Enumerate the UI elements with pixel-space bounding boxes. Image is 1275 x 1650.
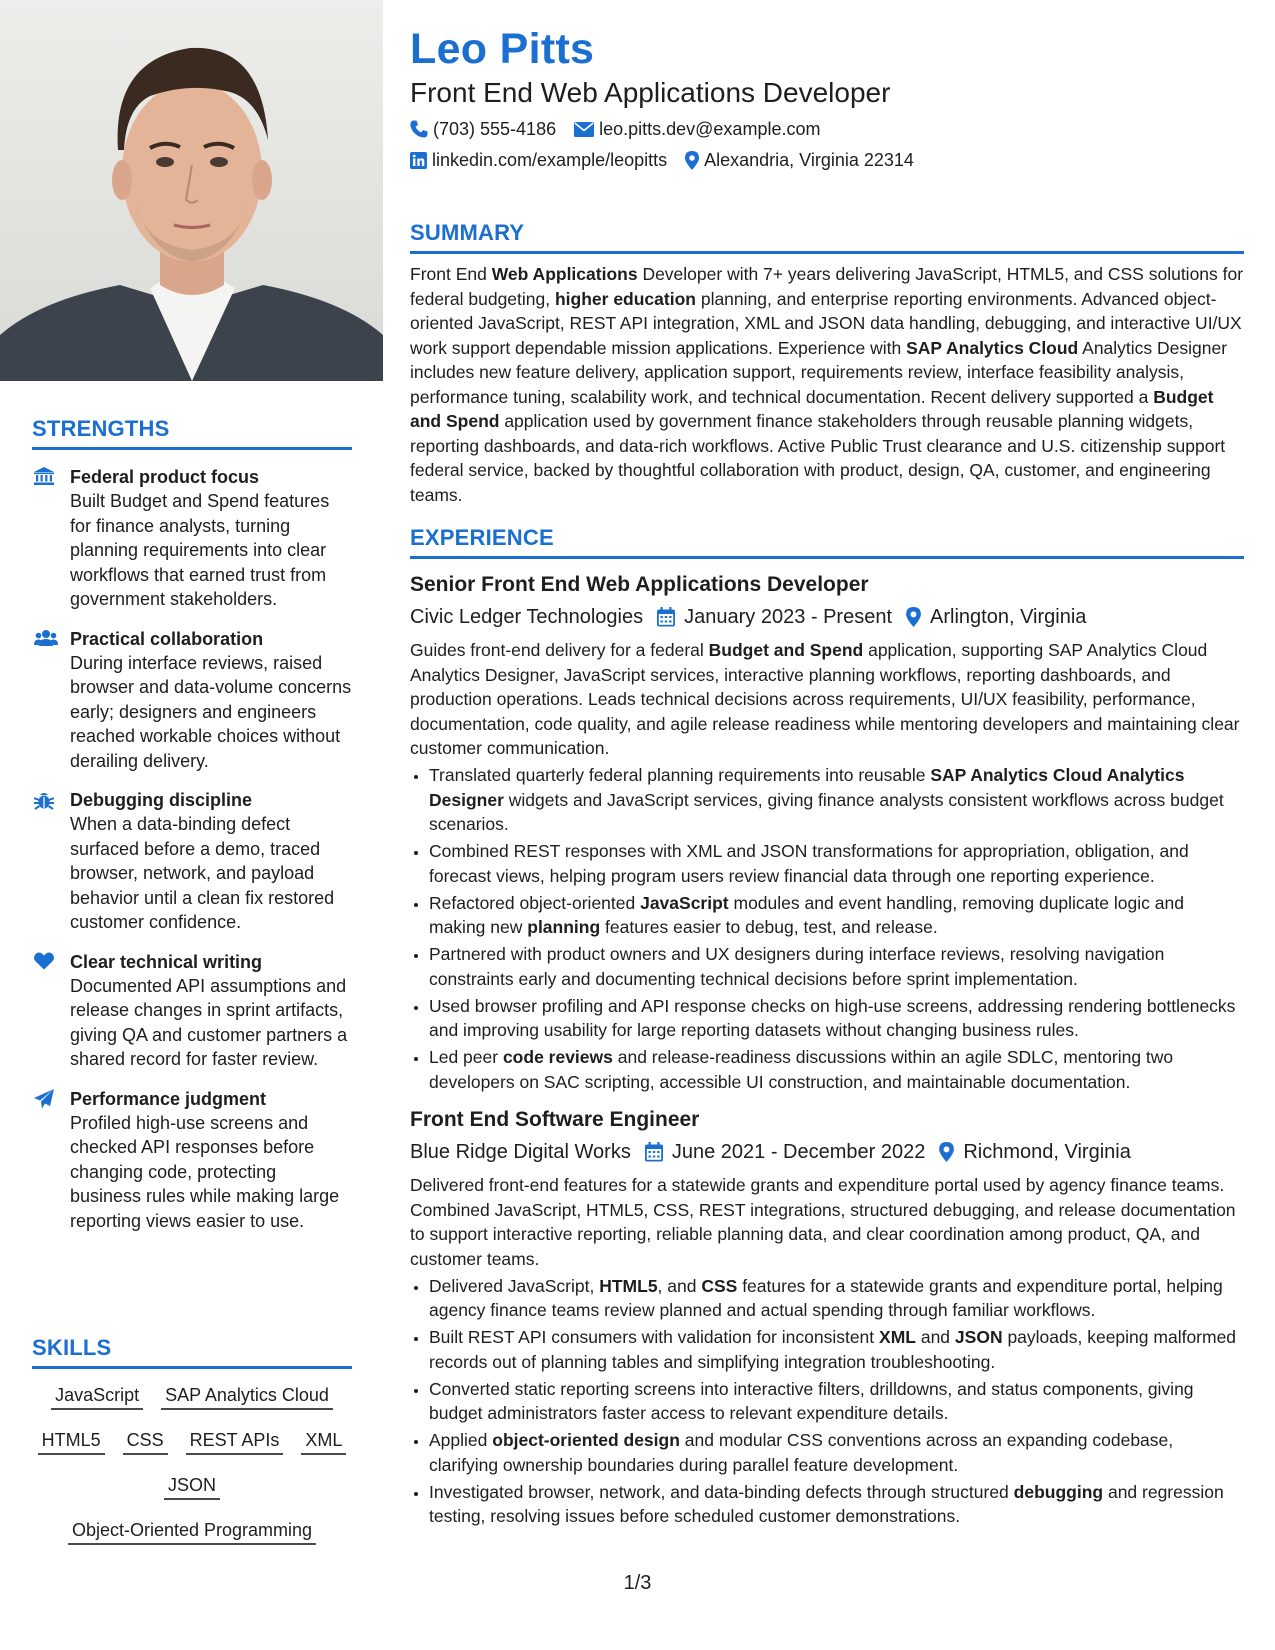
strength-text: Profiled high-use screens and checked API responses before changing code, protecting business rules while making large reporting views easier to use. (70, 1112, 340, 1231)
strength-title: Federal product focus (70, 467, 260, 487)
bullet-item: • Investigated browser, network, and data-binding defects through structured debugging and regression testing, resolving issues before scheduled customer demonstrations. (429, 1480, 1244, 1529)
job-dates (645, 1138, 926, 1166)
skill-chip: REST APIs (186, 1428, 284, 1455)
bullet-item: • Used browser profiling and API response checks on high-use screens, addressing rendering bottlenecks and improving usability for large reporting datasets without changing business rules. (429, 994, 1244, 1043)
skill-chip: Object-Oriented Programming (68, 1518, 316, 1545)
heart-icon (32, 950, 70, 1072)
strengths-section (32, 416, 352, 1233)
phone-text: (703) 555-4186 (433, 119, 557, 139)
job-meta (410, 603, 1244, 631)
strength-title: Debugging discipline (70, 790, 253, 810)
bullet-item: • Applied object-oriented design and modular CSS conventions across an expanding codebase, clarifying ownership boundaries during parallel feature development. (429, 1428, 1244, 1477)
skill-chip: JSON (164, 1473, 220, 1500)
bullet-item: • Translated quarterly federal planning requirements into reusable SAP Analytics Cloud Analytics Designer widgets and JavaScript services, giving finance analysts consistent workflows across budget scenarios. (429, 763, 1244, 837)
summary-text: Front End Web Applications Developer with 7+ years delivering JavaScript, HTML5, and CSS solutions for federal budgeting, higher education planning, and enterprise reporting environments. Advanced object-oriented JavaScript, REST API integration, XML and JSON data handling, debugging, and interactive UI/UX work support dependable mission applications. Experience with SAP Analytics Cloud Analytics Designer includes new feature delivery, application support, requirements review, interface feasibility analysis, performance tuning, scalability work, and technical documentation. Recent delivery supported a Budget and Spend application used by government finance stakeholders through reusable planning widgets, reporting dashboards, and data-rich workflows. Active Public Trust clearance and U.S. citizenship support federal service, backed by thoughtful collaboration with product, design, QA, customer, and engineering teams. (410, 264, 1244, 505)
emphasis-text: code reviews (502, 1047, 613, 1067)
contact-row (410, 148, 1244, 172)
map-pin-icon (939, 1142, 954, 1162)
section-rule (32, 447, 352, 450)
calendar-icon (645, 1142, 663, 1162)
location-text: Alexandria, Virginia 22314 (704, 150, 914, 170)
skills-section (32, 1335, 352, 1545)
bullet-item: • Partnered with product owners and UX designers during interface reviews, resolving navigation constraints early and documenting technical decisions before sprint implementation. (429, 942, 1244, 991)
job-location (939, 1138, 1131, 1166)
bullet-item: • Delivered JavaScript, HTML5, and CSS features for a statewide grants and expenditure portal, helping agency finance teams review planned and actual spending through familiar workflows. (429, 1274, 1244, 1323)
linkedin-text: linkedin.com/example/leopitts (432, 150, 668, 170)
job-dates-text: June 2021 - December 2022 (671, 1141, 926, 1163)
job-dates-text: January 2023 - Present (684, 606, 893, 628)
job-description: Delivered front-end features for a statewide grants and expenditure portal used by agency finance teams. Combined JavaScript, HTML5, CSS, REST integrations, structured debugging, and release documentation to support interactive reporting, reliable planning data, and clear coordination among product, QA, and customer teams. (410, 1175, 1236, 1269)
job-title: Front End Software Engineer (410, 1108, 700, 1131)
strength-text: Documented API assumptions and release changes in sprint artifacts, giving QA and customer partners a shared record for faster review. (70, 975, 348, 1069)
skill-chip: SAP Analytics Cloud (161, 1383, 333, 1410)
strength-text: Built Budget and Spend features for finance analysts, turning planning requirements into clear workflows that earned trust from government stakeholders. (70, 491, 330, 609)
job-title: Senior Front End Web Applications Developer (410, 573, 869, 596)
emphasis-text: JSON (954, 1327, 1003, 1347)
emphasis-text: XML (879, 1327, 916, 1347)
bullet-item: • Led peer code reviews and release-readiness discussions within an agile SDLC, mentoring two developers on SAC scripting, accessible UI construction, and maintainable documentation. (429, 1045, 1244, 1094)
strength-item (32, 950, 352, 1072)
bullet-item: • Combined REST responses with XML and JSON transformations for appropriation, obligation, and forecast views, helping program users review financial data through one reporting experience. (429, 839, 1244, 888)
strength-title: Clear technical writing (70, 951, 263, 972)
linkedin-contact[interactable] (410, 148, 667, 172)
emphasis-text: SAP Analytics Cloud (906, 337, 1079, 358)
job-location-text: Richmond, Virginia (963, 1141, 1131, 1163)
map-pin-icon (685, 151, 699, 170)
bullet-item: • Converted static reporting screens into interactive filters, drilldowns, and status components, giving budget administrators faster access to relevant expenditure details. (429, 1377, 1244, 1426)
job-entry (410, 571, 1244, 1094)
company-name: Civic Ledger Technologies (410, 606, 644, 628)
skill-chip: XML (301, 1428, 346, 1455)
experience-section (410, 525, 1244, 1529)
strength-text: When a data-binding defect surfaced before a demo, traced browser, network, and payload behavior until a clean fix restored customer confidence. (70, 814, 335, 932)
candidate-name: Leo Pitts (410, 25, 595, 73)
strength-item (32, 1087, 352, 1234)
section-rule (410, 556, 1244, 559)
users-icon (32, 627, 70, 774)
emphasis-text: SAP Analytics Cloud Analytics Designer (429, 765, 1185, 810)
main-content (410, 0, 1244, 1529)
emphasis-text: object-oriented design (492, 1430, 680, 1450)
summary-section (410, 220, 1244, 507)
strength-title: Performance judgment (70, 1088, 267, 1109)
emphasis-text: JavaScript (640, 892, 729, 913)
location-contact (685, 148, 914, 172)
bug-icon (32, 788, 70, 935)
phone-contact[interactable] (410, 117, 556, 141)
phone-icon (410, 120, 428, 138)
email-contact[interactable] (574, 117, 820, 141)
emphasis-text: debugging (1013, 1481, 1104, 1502)
job-entry (410, 1106, 1244, 1529)
experience-heading: EXPERIENCE (410, 525, 554, 550)
skill-chip: HTML5 (38, 1428, 105, 1455)
job-location-text: Arlington, Virginia (930, 606, 1087, 628)
job-dates (657, 603, 892, 631)
section-rule (410, 251, 1244, 254)
paper-plane-icon (32, 1087, 70, 1234)
skill-chip: JavaScript (51, 1383, 143, 1410)
emphasis-text: HTML5 (599, 1275, 658, 1296)
section-rule (32, 1366, 352, 1369)
strength-text: During interface reviews, raised browser and data-volume concerns early; designers and engineers reached workable choices without derailing delivery. (70, 652, 352, 771)
emphasis-text: Budget and Spend (708, 640, 864, 660)
sidebar (0, 0, 383, 1650)
skill-chip: CSS (123, 1428, 168, 1455)
skills-list (32, 1383, 352, 1545)
profile-photo (0, 0, 383, 381)
bullet-item: • Refactored object-oriented JavaScript modules and event handling, removing duplicate logic and making new planning features easier to debug, test, and release. (429, 891, 1244, 940)
strengths-heading: STRENGTHS (32, 416, 170, 441)
job-location (906, 603, 1086, 631)
linkedin-icon (410, 152, 427, 169)
job-bullets (410, 763, 1244, 1094)
job-bullets (410, 1274, 1244, 1529)
strength-item (32, 627, 352, 774)
emphasis-text: higher education (554, 288, 696, 309)
summary-heading: SUMMARY (410, 220, 525, 245)
job-meta (410, 1138, 1244, 1166)
emphasis-text: Budget and Spend (410, 386, 1214, 431)
bank-icon (32, 465, 70, 612)
job-description: Guides front-end delivery for a federal Budget and Spend application, supporting SAP Analytics Cloud Analytics Designer, JavaScript services, interactive planning workflows, reporting dashboards, and production operations. Leads technical decisions across requirements, UI/UX feasibility, performance, documentation, code quality, and agile release readiness while mentoring developers and maintaining clear customer communication. (410, 640, 1240, 758)
bullet-item: • Built REST API consumers with validation for inconsistent XML and JSON payloads, keeping malformed records out of planning tables and simplifying integration troubleshooting. (429, 1325, 1244, 1374)
page-number: 1/3 (623, 1572, 652, 1594)
candidate-role: Front End Web Applications Developer (410, 77, 891, 108)
envelope-icon (574, 122, 594, 137)
calendar-icon (657, 607, 675, 627)
company-name: Blue Ridge Digital Works (410, 1141, 631, 1163)
email-text: leo.pitts.dev@example.com (599, 119, 821, 139)
map-pin-icon (906, 607, 921, 627)
emphasis-text: Web Applications (491, 264, 638, 284)
emphasis-text: CSS (701, 1275, 738, 1296)
strength-item (32, 465, 352, 612)
emphasis-text: planning (527, 917, 601, 937)
skills-heading: SKILLS (32, 1335, 112, 1360)
strength-title: Practical collaboration (70, 628, 264, 649)
contact-row (410, 117, 1244, 141)
strength-item (32, 788, 352, 935)
